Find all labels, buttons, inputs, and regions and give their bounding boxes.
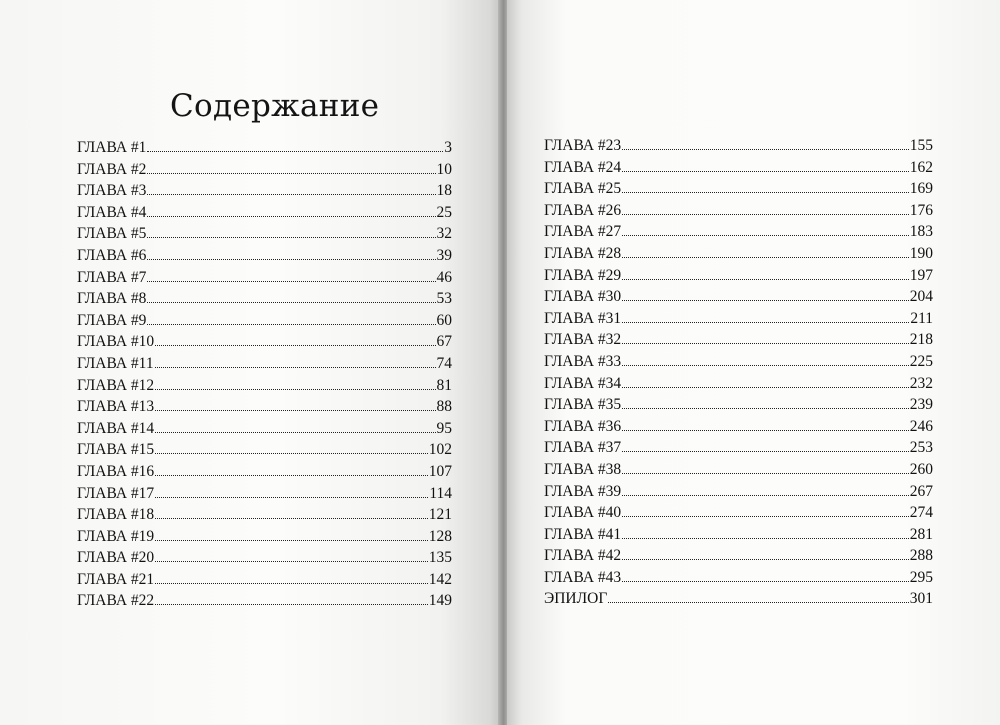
toc-entry-page-number: 121: [428, 506, 452, 524]
toc-entry-page-number: 211: [910, 309, 933, 327]
toc-dot-leader: [622, 214, 909, 215]
toc-entry-label: ГЛАВА #7: [77, 268, 147, 286]
toc-entry-page-number: 197: [909, 266, 933, 284]
toc-entry: [544, 416, 933, 438]
toc-entry-label: ГЛАВА #8: [77, 290, 147, 308]
toc-dot-leader: [622, 516, 909, 517]
toc-entry-page-number: 107: [428, 462, 452, 480]
toc-entry-page-number: 281: [909, 525, 933, 543]
toc-entry-label: ГЛАВА #17: [77, 484, 155, 502]
toc-dot-leader: [622, 538, 909, 539]
toc-entry: [77, 223, 452, 245]
toc-dot-leader: [622, 387, 909, 388]
toc-dot-leader: [622, 300, 909, 301]
toc-entry-label: ГЛАВА #40: [544, 504, 622, 522]
toc-entry-label: ГЛАВА #41: [544, 525, 622, 543]
toc-entry: [544, 221, 933, 243]
toc-dot-leader: [622, 171, 909, 172]
toc-dot-leader: [147, 173, 435, 174]
toc-entry-page-number: 74: [436, 354, 452, 372]
toc-entry-page-number: 25: [436, 203, 452, 221]
toc-entry: [544, 567, 933, 589]
toc-dot-leader: [155, 410, 435, 411]
toc-entry: [77, 310, 452, 332]
toc-entry-label: ГЛАВА #35: [544, 396, 622, 414]
toc-entry: [77, 288, 452, 310]
toc-dot-leader: [622, 149, 909, 150]
toc-entry-page-number: 176: [909, 201, 933, 219]
toc-entry: [77, 590, 452, 612]
toc-entry-label: ГЛАВА #18: [77, 506, 155, 524]
toc-entry: [544, 135, 933, 157]
toc-entry: [544, 243, 933, 265]
toc-entry-label: ГЛАВА #27: [544, 223, 622, 241]
toc-entry: [77, 569, 452, 591]
toc-dot-leader: [147, 194, 435, 195]
toc-entry-label: ГЛАВА #14: [77, 419, 155, 437]
toc-entry: [544, 459, 933, 481]
toc-entry-page-number: 183: [909, 223, 933, 241]
toc-entry-page-number: 162: [909, 158, 933, 176]
toc-entry-label: ГЛАВА #1: [77, 139, 147, 156]
toc-entry-page-number: 3: [444, 139, 452, 156]
toc-entry-page-number: 67: [436, 333, 452, 351]
toc-entry: [544, 157, 933, 179]
toc-dot-leader: [608, 602, 908, 603]
toc-dot-leader: [622, 559, 909, 560]
toc-dot-leader: [622, 322, 909, 323]
toc-dot-leader: [155, 432, 435, 433]
toc-dot-leader: [622, 343, 909, 344]
toc-entry-label: ГЛАВА #16: [77, 462, 155, 480]
toc-entry-label: ГЛАВА #6: [77, 246, 147, 264]
toc-entry-page-number: 232: [909, 374, 933, 392]
toc-dot-leader: [155, 389, 435, 390]
toc-entry-page-number: 81: [436, 376, 452, 394]
toc-entry-page-number: 288: [909, 547, 933, 565]
toc-entry-page-number: 246: [909, 417, 933, 435]
toc-entry-label: ГЛАВА #29: [544, 266, 622, 284]
toc-entry: [77, 461, 452, 483]
toc-entry-page-number: 102: [428, 441, 452, 459]
toc-entry-page-number: 114: [429, 484, 452, 502]
toc-dot-leader: [622, 495, 909, 496]
toc-entry-page-number: 301: [909, 590, 933, 608]
toc-entry-page-number: 95: [436, 419, 452, 437]
toc-entry: [77, 202, 452, 224]
toc-entry: [544, 437, 933, 459]
toc-entry-label: ГЛАВА #15: [77, 441, 155, 459]
toc-entry-page-number: 274: [909, 504, 933, 522]
toc-entry-label: ГЛАВА #12: [77, 376, 155, 394]
toc-list-left: [77, 137, 452, 612]
toc-entry: [77, 504, 452, 526]
toc-entry-page-number: 142: [428, 570, 452, 588]
toc-entry-page-number: 32: [436, 225, 452, 243]
toc-entry: [77, 418, 452, 440]
toc-entry: [77, 547, 452, 569]
toc-entry-page-number: 88: [436, 398, 452, 416]
toc-entry: [544, 329, 933, 351]
toc-entry-label: ГЛАВА #22: [77, 592, 155, 610]
toc-entry: [77, 483, 452, 505]
toc-entry-page-number: 169: [909, 180, 933, 198]
toc-entry: [544, 351, 933, 373]
toc-dot-leader: [622, 279, 909, 280]
toc-entry-page-number: 239: [909, 396, 933, 414]
toc-entry: [77, 353, 452, 375]
toc-entry-label: ГЛАВА #9: [77, 311, 147, 329]
toc-entry: [544, 200, 933, 222]
toc-dot-leader: [155, 604, 428, 605]
toc-entry-label: ГЛАВА #4: [77, 203, 147, 221]
toc-dot-leader: [622, 235, 909, 236]
toc-dot-leader: [155, 518, 428, 519]
toc-entry-label: ГЛАВА #23: [544, 137, 622, 154]
toc-entry-page-number: 60: [436, 311, 452, 329]
toc-entry: [77, 439, 452, 461]
toc-entry-page-number: 225: [909, 352, 933, 370]
page-title: Содержание: [170, 88, 380, 124]
toc-entry-page-number: 128: [428, 527, 452, 545]
toc-dot-leader: [147, 281, 435, 282]
toc-entry-page-number: 253: [909, 439, 933, 457]
toc-entry-page-number: 135: [428, 549, 452, 567]
toc-entry-label: ГЛАВА #30: [544, 288, 622, 306]
toc-dot-leader: [622, 451, 909, 452]
toc-entry-label: ГЛАВА #5: [77, 225, 147, 243]
toc-dot-leader: [147, 302, 435, 303]
toc-dot-leader: [622, 473, 909, 474]
toc-dot-leader: [155, 345, 435, 346]
toc-entry-label: ГЛАВА #3: [77, 182, 147, 200]
toc-entry-label: ГЛАВА #42: [544, 547, 622, 565]
toc-entry-page-number: 218: [909, 331, 933, 349]
toc-dot-leader: [147, 151, 443, 152]
toc-entry-label: ГЛАВА #33: [544, 352, 622, 370]
toc-entry-page-number: 267: [909, 482, 933, 500]
toc-entry: [544, 588, 933, 610]
toc-entry: [544, 373, 933, 395]
toc-entry-label: ГЛАВА #10: [77, 333, 155, 351]
toc-dot-leader: [155, 367, 436, 368]
toc-dot-leader: [155, 497, 428, 498]
toc-entry-page-number: 204: [909, 288, 933, 306]
toc-entry: [544, 178, 933, 200]
toc-entry-label: ГЛАВА #24: [544, 158, 622, 176]
toc-entry-label: ГЛАВА #11: [77, 354, 154, 372]
toc-entry-page-number: 46: [436, 268, 452, 286]
toc-entry: [77, 331, 452, 353]
toc-entry: [77, 137, 452, 159]
toc-entry: [77, 375, 452, 397]
toc-entry-label: ГЛАВА #25: [544, 180, 622, 198]
toc-entry: [544, 481, 933, 503]
toc-entry-label: ГЛАВА #34: [544, 374, 622, 392]
toc-entry-page-number: 18: [436, 182, 452, 200]
toc-entry-label: ГЛАВА #26: [544, 201, 622, 219]
toc-entry-label: ГЛАВА #19: [77, 527, 155, 545]
toc-entry: [544, 308, 933, 330]
toc-list-right: [544, 135, 933, 610]
toc-dot-leader: [622, 192, 909, 193]
toc-entry: [77, 180, 452, 202]
toc-entry: [77, 159, 452, 181]
toc-entry-label: ГЛАВА #28: [544, 244, 622, 262]
toc-entry-label: ГЛАВА #32: [544, 331, 622, 349]
toc-entry: [544, 394, 933, 416]
toc-entry-label: ГЛАВА #13: [77, 398, 155, 416]
toc-dot-leader: [147, 237, 435, 238]
toc-entry-page-number: 53: [436, 290, 452, 308]
toc-dot-leader: [155, 561, 428, 562]
toc-dot-leader: [622, 581, 909, 582]
toc-entry-page-number: 155: [909, 137, 933, 154]
toc-entry-label: ГЛАВА #21: [77, 570, 155, 588]
toc-entry-page-number: 295: [909, 568, 933, 586]
toc-entry: [544, 524, 933, 546]
toc-dot-leader: [622, 257, 909, 258]
toc-entry-label: ГЛАВА #2: [77, 160, 147, 178]
toc-dot-leader: [155, 453, 428, 454]
toc-entry-label: ГЛАВА #31: [544, 309, 622, 327]
toc-entry-label: ГЛАВА #36: [544, 417, 622, 435]
toc-entry-page-number: 190: [909, 244, 933, 262]
toc-entry-page-number: 39: [436, 246, 452, 264]
toc-entry: [77, 245, 452, 267]
toc-dot-leader: [155, 475, 428, 476]
toc-dot-leader: [622, 408, 909, 409]
toc-entry-page-number: 10: [436, 160, 452, 178]
toc-entry: [77, 396, 452, 418]
toc-entry-label: ГЛАВА #38: [544, 460, 622, 478]
toc-dot-leader: [155, 583, 428, 584]
toc-dot-leader: [155, 540, 428, 541]
toc-entry: [544, 265, 933, 287]
toc-entry-label: ГЛАВА #37: [544, 439, 622, 457]
toc-entry: [77, 526, 452, 548]
toc-dot-leader: [147, 259, 435, 260]
toc-entry: [544, 545, 933, 567]
right-page: [507, 0, 1000, 725]
toc-dot-leader: [147, 216, 435, 217]
toc-dot-leader: [622, 365, 909, 366]
toc-entry: [77, 267, 452, 289]
toc-entry: [544, 286, 933, 308]
toc-entry-page-number: 260: [909, 460, 933, 478]
toc-entry-page-number: 149: [428, 592, 452, 610]
toc-entry-label: ГЛАВА #43: [544, 568, 622, 586]
toc-entry-label: ГЛАВА #20: [77, 549, 155, 567]
toc-entry-label: ЭПИЛОГ: [544, 590, 608, 608]
toc-entry: [544, 502, 933, 524]
toc-dot-leader: [147, 324, 435, 325]
toc-dot-leader: [622, 430, 909, 431]
toc-entry-label: ГЛАВА #39: [544, 482, 622, 500]
